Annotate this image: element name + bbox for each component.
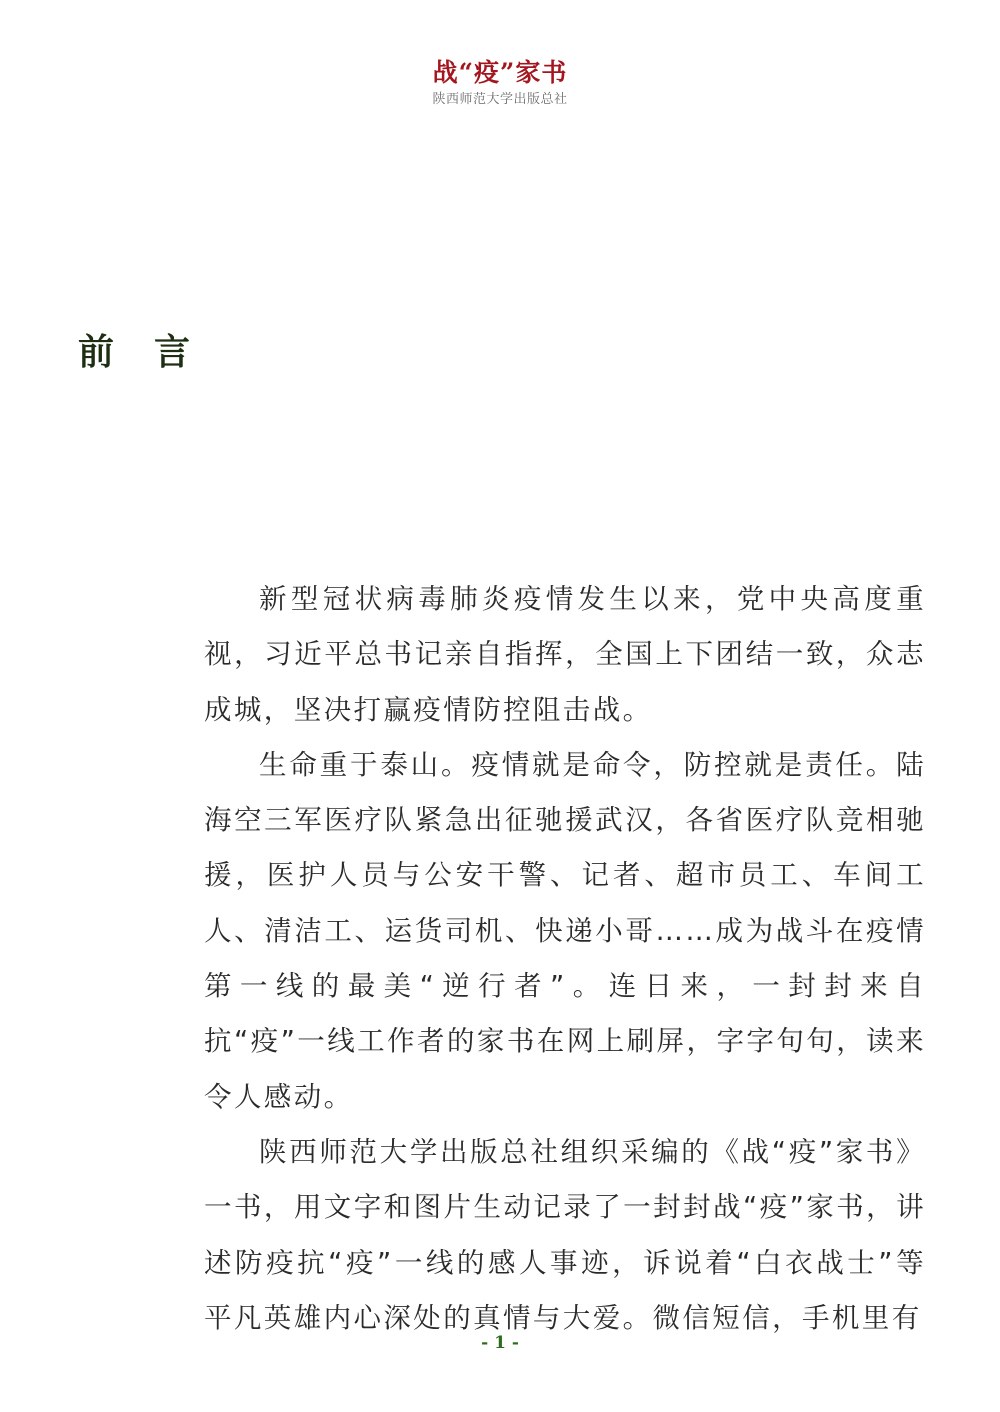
body-text [204,572,926,1346]
paragraph: 新型冠状病毒肺炎疫情发生以来，党中央高度重视，习近平总书记亲自指挥，全国上下团结一致，众志成城，坚决打赢疫情防控阻击战。 [204,583,926,726]
paragraph: 生命重于泰山。疫情就是命令，防控就是责任。陆海空三军医疗队紧急出征驰援武汉，各省医疗队竞相驰援，医护人员与公安干警、记者、超市员工、车间工人、清洁工、运货司机、快递小哥……成为战斗在疫情第一线的最美“逆行者”。连日来，一封封来自抗“疫”一线工作者的家书在网上刷屏，字字句句，读来令人感动。 [204,748,926,1113]
section-heading: 前言 [78,331,231,373]
book-title: 战“疫”家书 [432,58,568,87]
page-number: - 1 - [481,1333,519,1353]
publisher-name: 陕西师范大学出版总社 [432,92,568,107]
paragraph: 陕西师范大学出版总社组织采编的《战“疫”家书》一书，用文字和图片生动记录了一封封战“疫”家书，讲述防疫抗“疫”一线的感人事迹，诉说着“白衣战士”等平凡英雄内心深处的真情与大爱。微信短信，手机里有 [204,1135,926,1334]
